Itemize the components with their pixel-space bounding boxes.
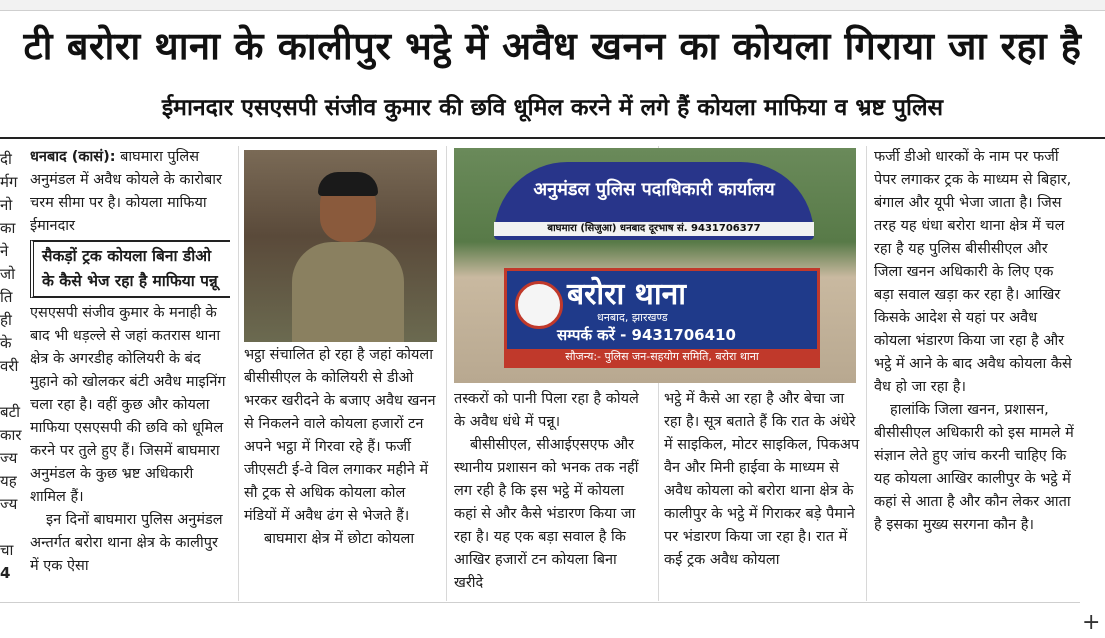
edge-fragment: ज्य <box>0 495 18 513</box>
edge-fragment: ही <box>0 311 12 329</box>
column-5-text: फर्जी डीओ धारकों के नाम पर फर्जी पेपर लगाकर ट्रक के माध्यम से बिहार, बंगाल और यूपी भेजा जाता है। जिस तरह यह धंधा बरोरा थाना क्षेत्र में चल रहा है यह पुलिस बीसीसीएल और जिला खनन अधिकारी के लिए एक बड़ा सवाल खड़ा कर रहा है। आखिर किसके आदेश से यहां पर अवैध कोयला भंडारण किया जा रहा है और भट्ठे में आने के बाद अवैध कोयला कैसे वैध हो जा रहा है। <box>874 149 1072 395</box>
barora-thana-sign <box>504 268 820 368</box>
edge-fragment: कार <box>0 426 22 444</box>
edge-fragment <box>0 516 22 539</box>
edge-fragment: ति <box>0 288 13 306</box>
edge-fragment: ज्य <box>0 449 18 467</box>
sdpo-sign-subtext: बाघमारा (सिजुआ) धनबाद दूरभाष सं. 9431706377 <box>494 222 814 236</box>
paragraph-2: एसएसपी संजीव कुमार के मनाही के बाद भी धड़ल्ले से जहां कतरास थाना क्षेत्र के अगरडीह कोलियरी के बंद मुहाने को खोलकर बंटी अवैध माइनिंग चला रहा है। वहीं कुछ और कोयला माफिया एसएसपी की छवि को धूमिल करने पर तुले हुए हैं। जिसमें बाघमारा अनुमंडल के कुछ भ्रष्ट अधिकारी शामिल हैं। <box>30 305 226 505</box>
column-divider <box>238 146 239 601</box>
bottom-rule <box>0 602 1080 603</box>
article-column-4 <box>664 388 860 601</box>
thana-name: बरोरा थाना <box>567 277 687 312</box>
thana-contact: सम्पर्क करें - 9431706410 <box>557 326 736 344</box>
edge-fragment: र्मग <box>0 173 18 191</box>
headline-divider <box>0 137 1105 139</box>
column-2-last-line: बाघमारा क्षेत्र में छोटा कोयला <box>264 531 415 547</box>
edge-fragment: 4 <box>0 564 11 582</box>
edge-fragment: दी <box>0 150 12 168</box>
thana-location: धनबाद, झारखण्ड <box>597 311 668 324</box>
sdpo-sign-text: अनुमंडल पुलिस पदाधिकारी कार्यालय <box>533 179 775 200</box>
column-divider <box>866 146 867 601</box>
headline: टी बरोरा थाना के कालीपुर भट्ठे में अवैध खनन का कोयला गिराया जा रहा है <box>23 24 1082 68</box>
edge-fragment: का <box>0 219 16 237</box>
paragraph-1 <box>30 146 230 238</box>
article-column-3 <box>454 388 650 601</box>
dateline: धनबाद (कासं): <box>30 149 116 165</box>
previous-article-strip <box>0 0 1105 11</box>
article-column-5 <box>874 146 1074 601</box>
subheadline: ईमानदार एसएसपी संजीव कुमार की छवि धूमिल करने में लगे हैं कोयला माफिया व भ्रष्ट पुलिस <box>161 95 944 121</box>
adjacent-column-fragment <box>0 148 22 585</box>
article-column-2 <box>244 344 438 601</box>
uniform-shape <box>292 242 404 342</box>
edge-fragment: बटी <box>0 403 21 421</box>
officer-figure <box>292 176 402 342</box>
paragraph-1-text: बाघमारा पुलिस अनुमंडल में अवैध कोयले के कारोबार चरम सीमा पर है। कोयला माफिया ईमानदार <box>30 149 222 234</box>
police-emblem-icon <box>515 281 563 329</box>
edge-fragment <box>0 378 22 401</box>
edge-fragment: जो <box>0 265 16 283</box>
column-3-paragraph-2: बीसीसीएल, सीआईएसएफ और स्थानीय प्रशासन को भनक तक नहीं लग रही है कि इस भट्ठे में कोयला कहां से और कैसे भंडारण किया जा रहा है। यह एक बड़ा सवाल है कि आखिर हजारों टन कोयला बिना खरीदे <box>454 437 639 591</box>
edge-fragment: चा <box>0 541 14 559</box>
hair-shape <box>318 172 378 196</box>
sdpo-office-sign <box>494 162 814 240</box>
police-station-photo <box>454 148 856 383</box>
paragraph-3: इन दिनों बाघमारा पुलिस अनुमंडल अन्तर्गत बरोरा थाना क्षेत्र के कालीपुर में एक ऐसा <box>30 512 223 574</box>
article-column-1 <box>30 146 230 601</box>
edge-fragment: वरी <box>0 357 19 375</box>
column-3-text: तस्करों को पानी पिला रहा है कोयले के अवैध धंधे में पन्नू। <box>454 391 639 430</box>
column-divider <box>446 146 447 601</box>
column-5-paragraph-2: हालांकि जिला खनन, प्रशासन, बीसीसीएल अधिकारी को इस मामले में संज्ञान लेते हुए जांच करनी चाहिए कि यह कोयला आखिर कालीपुर के भट्ठे में कहां से आता है और कौन लेकर आता है इसका मुख्य सरगना कौन है। <box>874 402 1074 533</box>
edge-fragment: नो <box>0 196 13 214</box>
edge-fragment: ने <box>0 242 9 260</box>
column-2-text: भट्ठा संचालित हो रहा है जहां कोयला बीसीसीएल के कोलियरी से डीओ भरकर खरीदने के बजाए अवैध खनन से निकलने वाले कोयला हजारों टन अपने भट्ठा में गिरवा रहे हैं। फर्जी जीएसटी ई-वे विल लगाकर महीने में सौ ट्रक से अधिक कोयला कोल मंडियों में अवैध ढंग से भेजते हैं। <box>244 347 436 524</box>
ssp-photo <box>244 150 437 342</box>
thana-courtesy: सौजन्य:- पुलिस जन-सहयोग समिति, बरोरा थाना <box>507 349 817 365</box>
column-4-text: भट्ठे में कैसे आ रहा है और बेचा जा रहा है। सूत्र बताते हैं कि रात के अंधेरे में साइकिल, मोटर साइकिल, पिकअप वैन और मिनी हाईवा के माध्यम से अवैध कोयला को बरोरा थाना क्षेत्र के कालीपुर के भट्ठे में गिराकर बड़े पैमाने पर भंडारण किया जा रहा है। रात में कई ट्रक अवैध कोयला <box>664 391 860 568</box>
crosshair-icon: + <box>1082 610 1101 635</box>
edge-fragment: यह <box>0 472 17 490</box>
edge-fragment: के <box>0 334 12 352</box>
pull-quote: सैकड़ों ट्रक कोयला बिना डीओ के कैसे भेज रहा है माफिया पन्नू <box>30 240 230 298</box>
